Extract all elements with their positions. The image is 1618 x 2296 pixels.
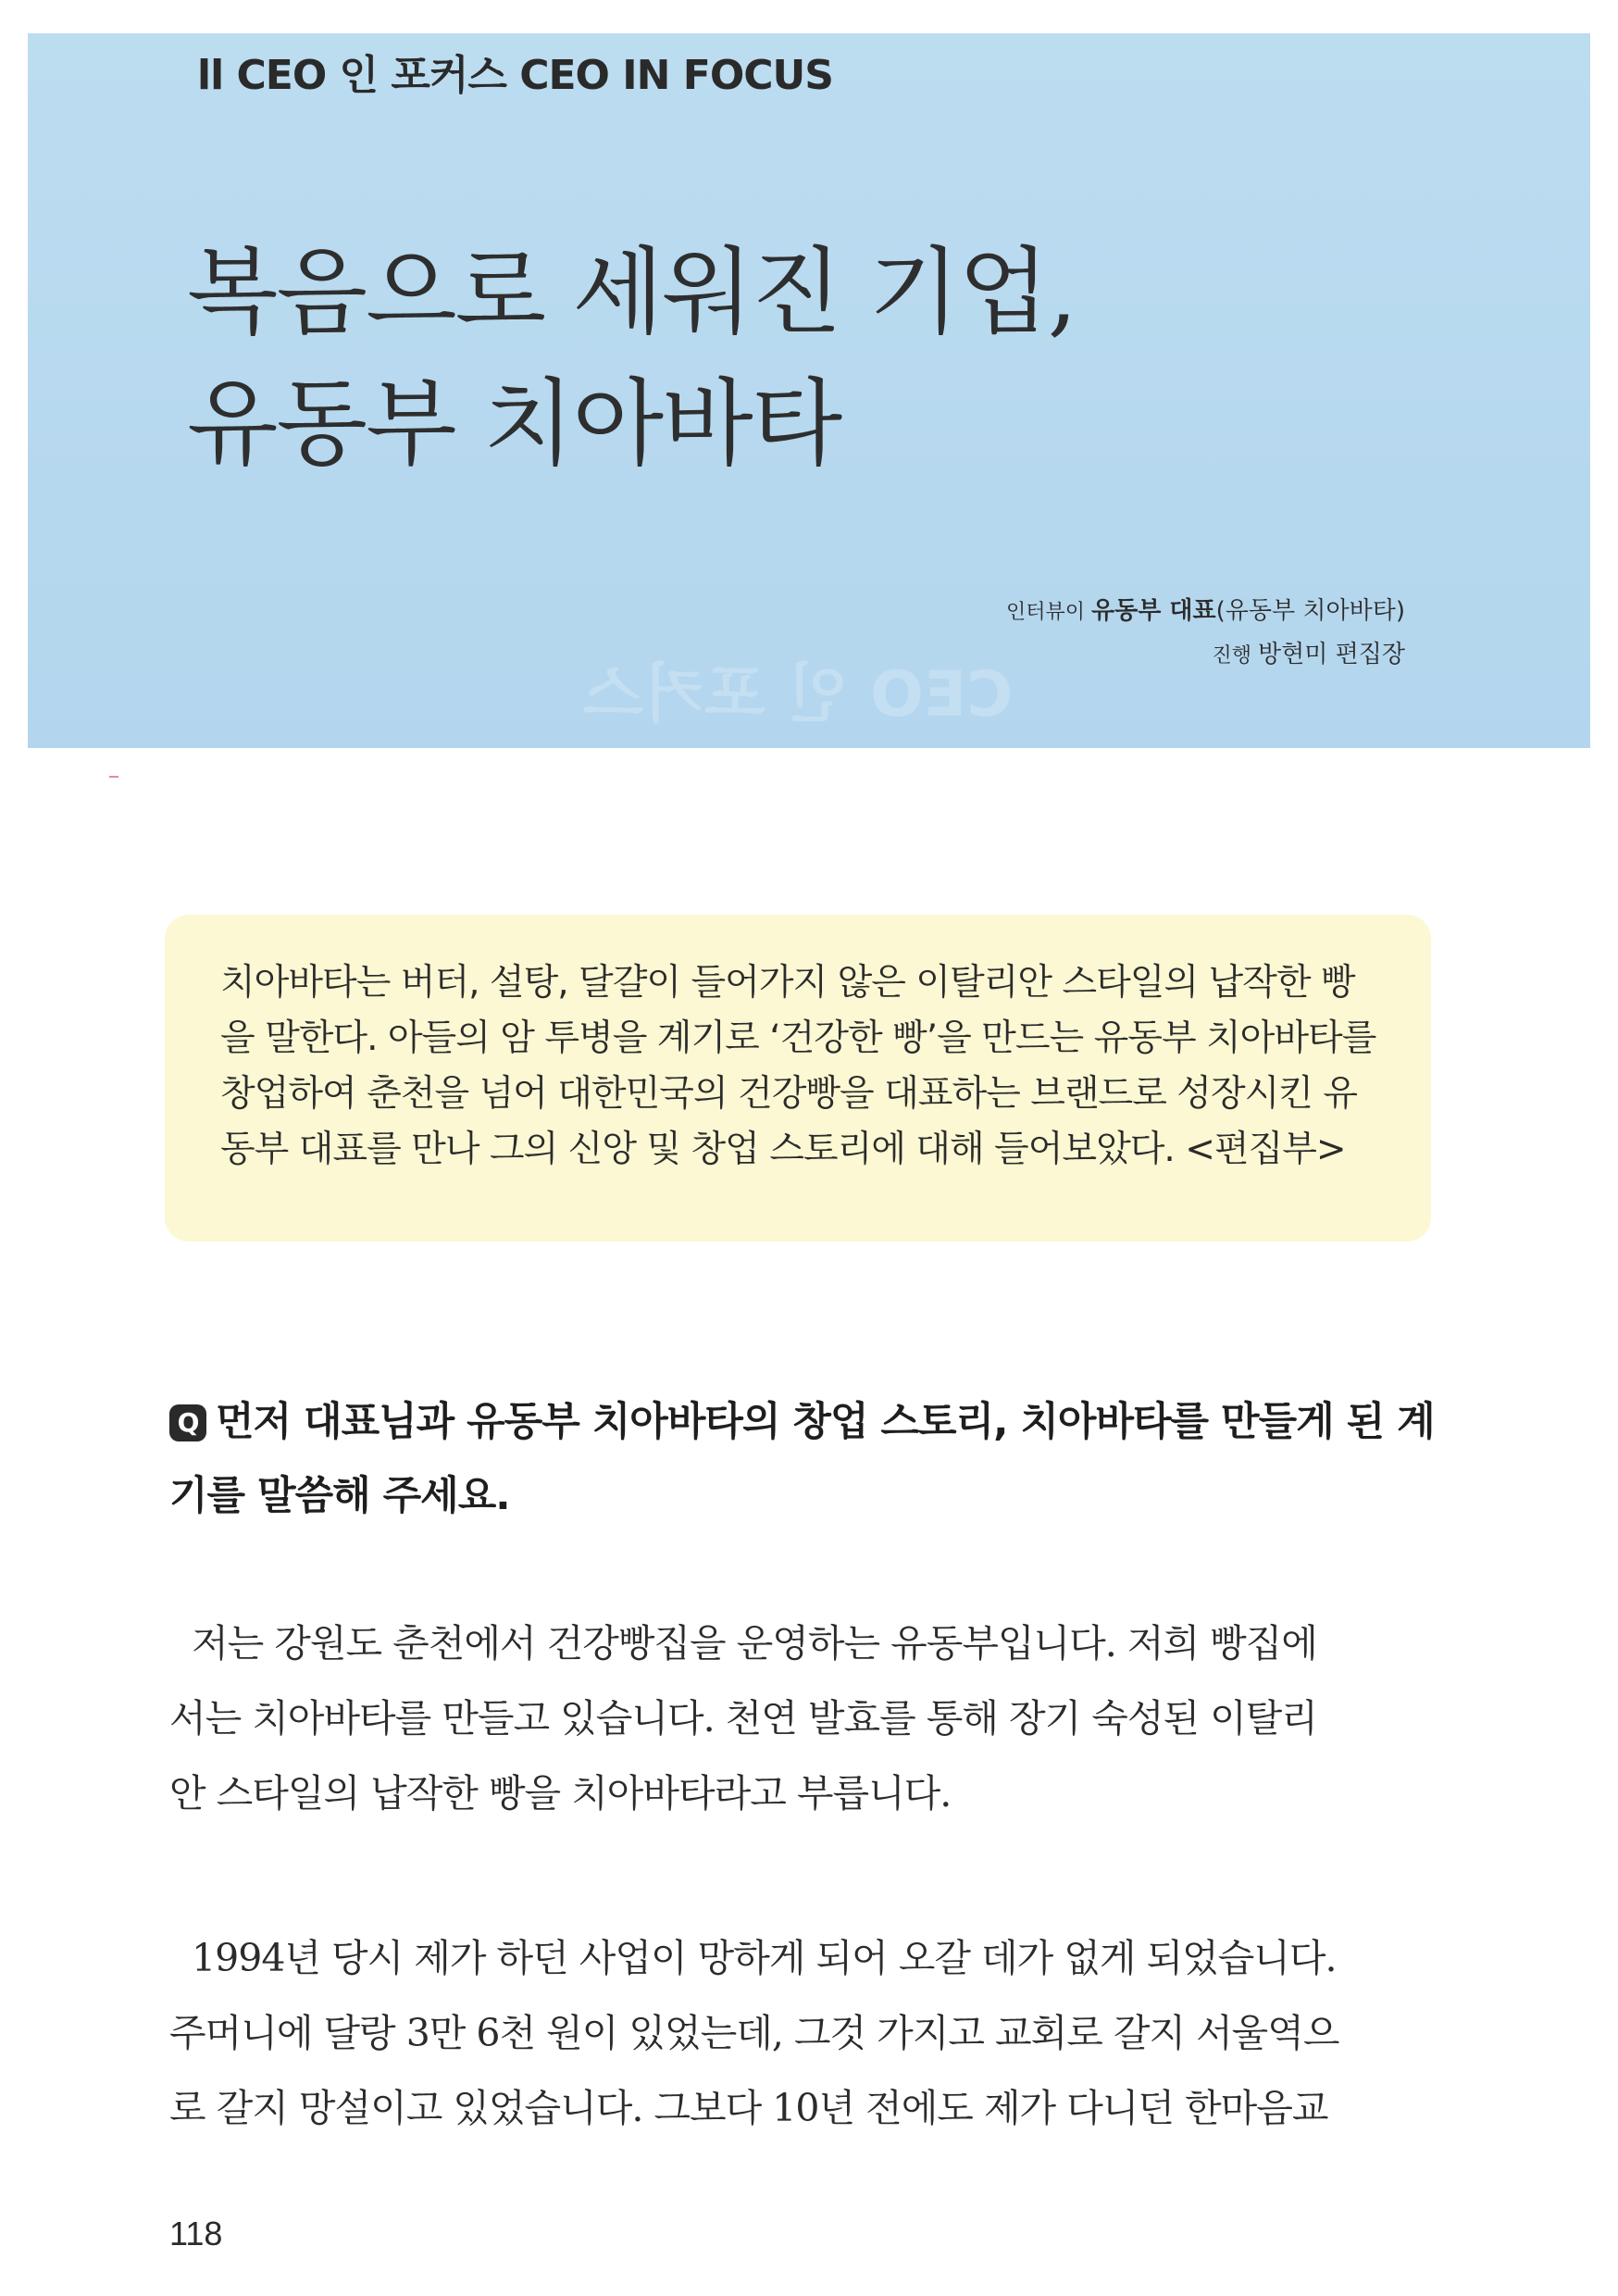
body-line: 1994년 당시 제가 하던 사업이 망하게 되어 오갈 데가 없게 되었습니다. (169, 1936, 1337, 1980)
summary-line: 치아바타는 버터, 설탕, 달걀이 들어가지 않은 이탈리안 스타일의 납작한 빵 (220, 962, 1355, 1004)
host-credit (1213, 635, 1405, 669)
question-text-1: 먼저 대표님과 유동부 치아바타의 창업 스토리, 치아바타를 만들게 된 계 (216, 1399, 1435, 1445)
summary-line: 동부 대표를 만나 그의 신앙 및 창업 스토리에 대해 들어보았다. <편집부> (220, 1129, 1346, 1170)
page-number: 118 (169, 2215, 223, 2252)
title-line-2: 유동부 치아바타 (187, 369, 841, 480)
answer-paragraph-2 (169, 1921, 1438, 2146)
summary-box (165, 915, 1431, 1242)
answer-paragraph-1 (169, 1606, 1438, 1831)
question-line-2: 기를 말씀해 주세요. (169, 1473, 510, 1519)
title-line-1: 복음으로 세워진 기업, (187, 238, 1077, 348)
q-badge-icon: Q (169, 1404, 206, 1441)
question-line-1 (169, 1385, 1438, 1459)
body-line: 저는 강원도 춘천에서 건강빵집을 운영하는 유동부입니다. 저희 빵집에 (169, 1621, 1317, 1666)
host-label: 진행 (1212, 644, 1259, 668)
summary-line: 창업하여 춘천을 넘어 대한민국의 건강빵을 대표하는 브랜드로 성장시킨 유 (220, 1073, 1358, 1115)
interviewee-label: 인터뷰이 (1005, 601, 1091, 624)
interviewee-credit (1006, 592, 1405, 626)
print-mark (109, 776, 118, 778)
interviewee-name: 유동부 대표 (1090, 597, 1216, 625)
show-through-text: CEO 인 포커스 (583, 658, 1014, 731)
interviewee-org: (유동부 치아바타) (1215, 597, 1405, 625)
body-line: 서는 치아바타를 만들고 있습니다. 천연 발효를 통해 장기 숙성된 이탈리 (169, 1696, 1317, 1741)
body-line: 안 스타일의 납작한 빵을 치아바타라고 부릅니다. (169, 1771, 952, 1816)
article-title (187, 228, 1076, 491)
body-line: 로 갈지 망설이고 있었습니다. 그보다 10년 전에도 제가 다니던 한마음교 (169, 2086, 1328, 2130)
summary-line: 을 말한다. 아들의 암 투병을 계기로 ‘건강한 빵’을 만드는 유동부 치아바타를 (220, 1017, 1376, 1059)
question-block (169, 1385, 1438, 1533)
header-banner (28, 33, 1590, 748)
host-name: 방현미 편집장 (1258, 641, 1405, 668)
section-tag: ll CEO 인 포커스 CEO IN FOCUS (197, 52, 833, 99)
body-line: 주머니에 달랑 3만 6천 원이 있었는데, 그것 가지고 교회로 갈지 서울역으 (169, 2011, 1339, 2055)
